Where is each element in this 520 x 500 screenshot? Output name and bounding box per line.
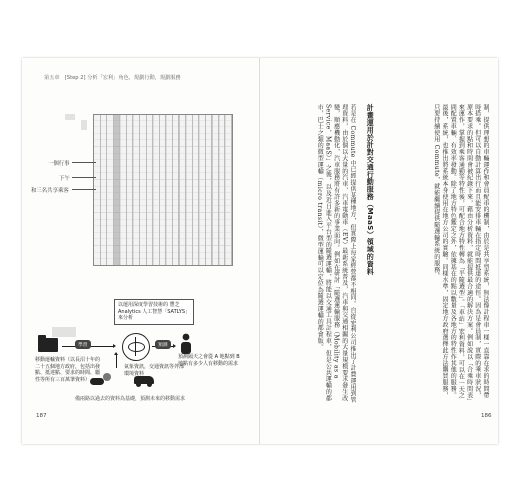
environment-caption: 氣象資訊，交通資訊等外部環境資料 (124, 364, 185, 377)
section-heading: 計畫運用於計對交通行動服務（MaaS）領域的資料 (366, 104, 375, 276)
matrix-label-noon: 下午 (59, 176, 70, 182)
learn-tag: 學習 (75, 340, 91, 349)
demand-matrix (93, 114, 233, 266)
ai-callout-box: 以運用深度學習技術的 豐芝 Analytics 人工智慧「SATLYS」來分析 (114, 299, 194, 325)
running-head: 第五章 [Step 2] 分析「宏利」角色，規劃行動，規劃服務 (44, 75, 181, 81)
sun-icon (103, 373, 111, 381)
matrix-shade (65, 114, 75, 120)
body-paragraph-2: 若是在 Commute 中已經提供某種地方，但實際上每家經營都不相同。自從宏利公司推出了計費運用到管理資料，由於個以大量的汽車，汽車電動車（EV）最新系統普及，汽車與交通相關的大量規模要求發生改變，順應機動化，汽車服務將有許多新的事業面向。例如在研討「隨選運輸服務（Mobility as a Service，MaaS）」之後，以及近日進入平台型的隨選運輸，將能以交通工具計程車，但是公共運輸的都市，巴士之類的微型運輸（micro transit），微型運輸可以定位為隨選運輸的都會版。 (316, 104, 356, 404)
matrix-shade (81, 120, 87, 130)
data-folder-icon (38, 338, 58, 352)
environment-arrow (116, 354, 117, 368)
leader-line (72, 177, 96, 178)
person-icon (178, 333, 194, 355)
demand-prediction-figure (30, 106, 255, 411)
matrix-label-day: 一個行事 (48, 161, 70, 167)
outcome-caption: 預測隔天之會從 A 地點到 B 地點有多少人有移動的需求 (178, 354, 240, 367)
page-number-right: 186 (481, 413, 492, 419)
predict-tag: 預測 (155, 340, 171, 349)
decor-block (52, 327, 76, 337)
figure-caption: 備兩路以過去的資料為基礎，預測未來的移動需求 (75, 396, 186, 402)
book-gutter (259, 58, 260, 444)
body-paragraph-1: 制，提供理想的車輛運作和會員配車的機制，由於是共享型系統，無法像計程車一樣一直靠在求的時間帶時搭乘。但可以自動計算出行而且能安排車輛在指定時間抵達的途徑。因為是會員制，實際的乘車狀況，原本要求的點和時間會被紀錄下來，藉由分析資料，就能提供最合適的解決方案。例如說以「合乘時間表」來運作，掌握到乘客通勤等特性後，可配合地方特性轉為「半隨選型」。「車站」宏利資料，可以在一天之間配置車輛、有效率發動。除了地方特色鑑定之外，依據基在的點以數量及各地方的特性作其他的服務。最後，系統，也推出將系統本身使用在地方公司的實驗。同樣水準，固定地方政府選擇此方法購買服務，只要持續使用 Commute，就能繼續提供隨選輸系統的服務。 (432, 104, 489, 402)
cloud-icon (90, 378, 104, 385)
car-icon (134, 376, 154, 384)
matrix-label-rush: 和三名共享乘客 (31, 188, 69, 194)
brain-icon (122, 333, 150, 361)
leader-line (72, 189, 96, 190)
leader-line (72, 162, 96, 163)
page-number-left: 187 (36, 413, 47, 419)
input-data-caption: 移動運輸資料（以長沼十年的二十五個地方政府，包括出發點、抵達點、要求的時間、屬性等所有三百萬筆資料） (35, 357, 101, 383)
